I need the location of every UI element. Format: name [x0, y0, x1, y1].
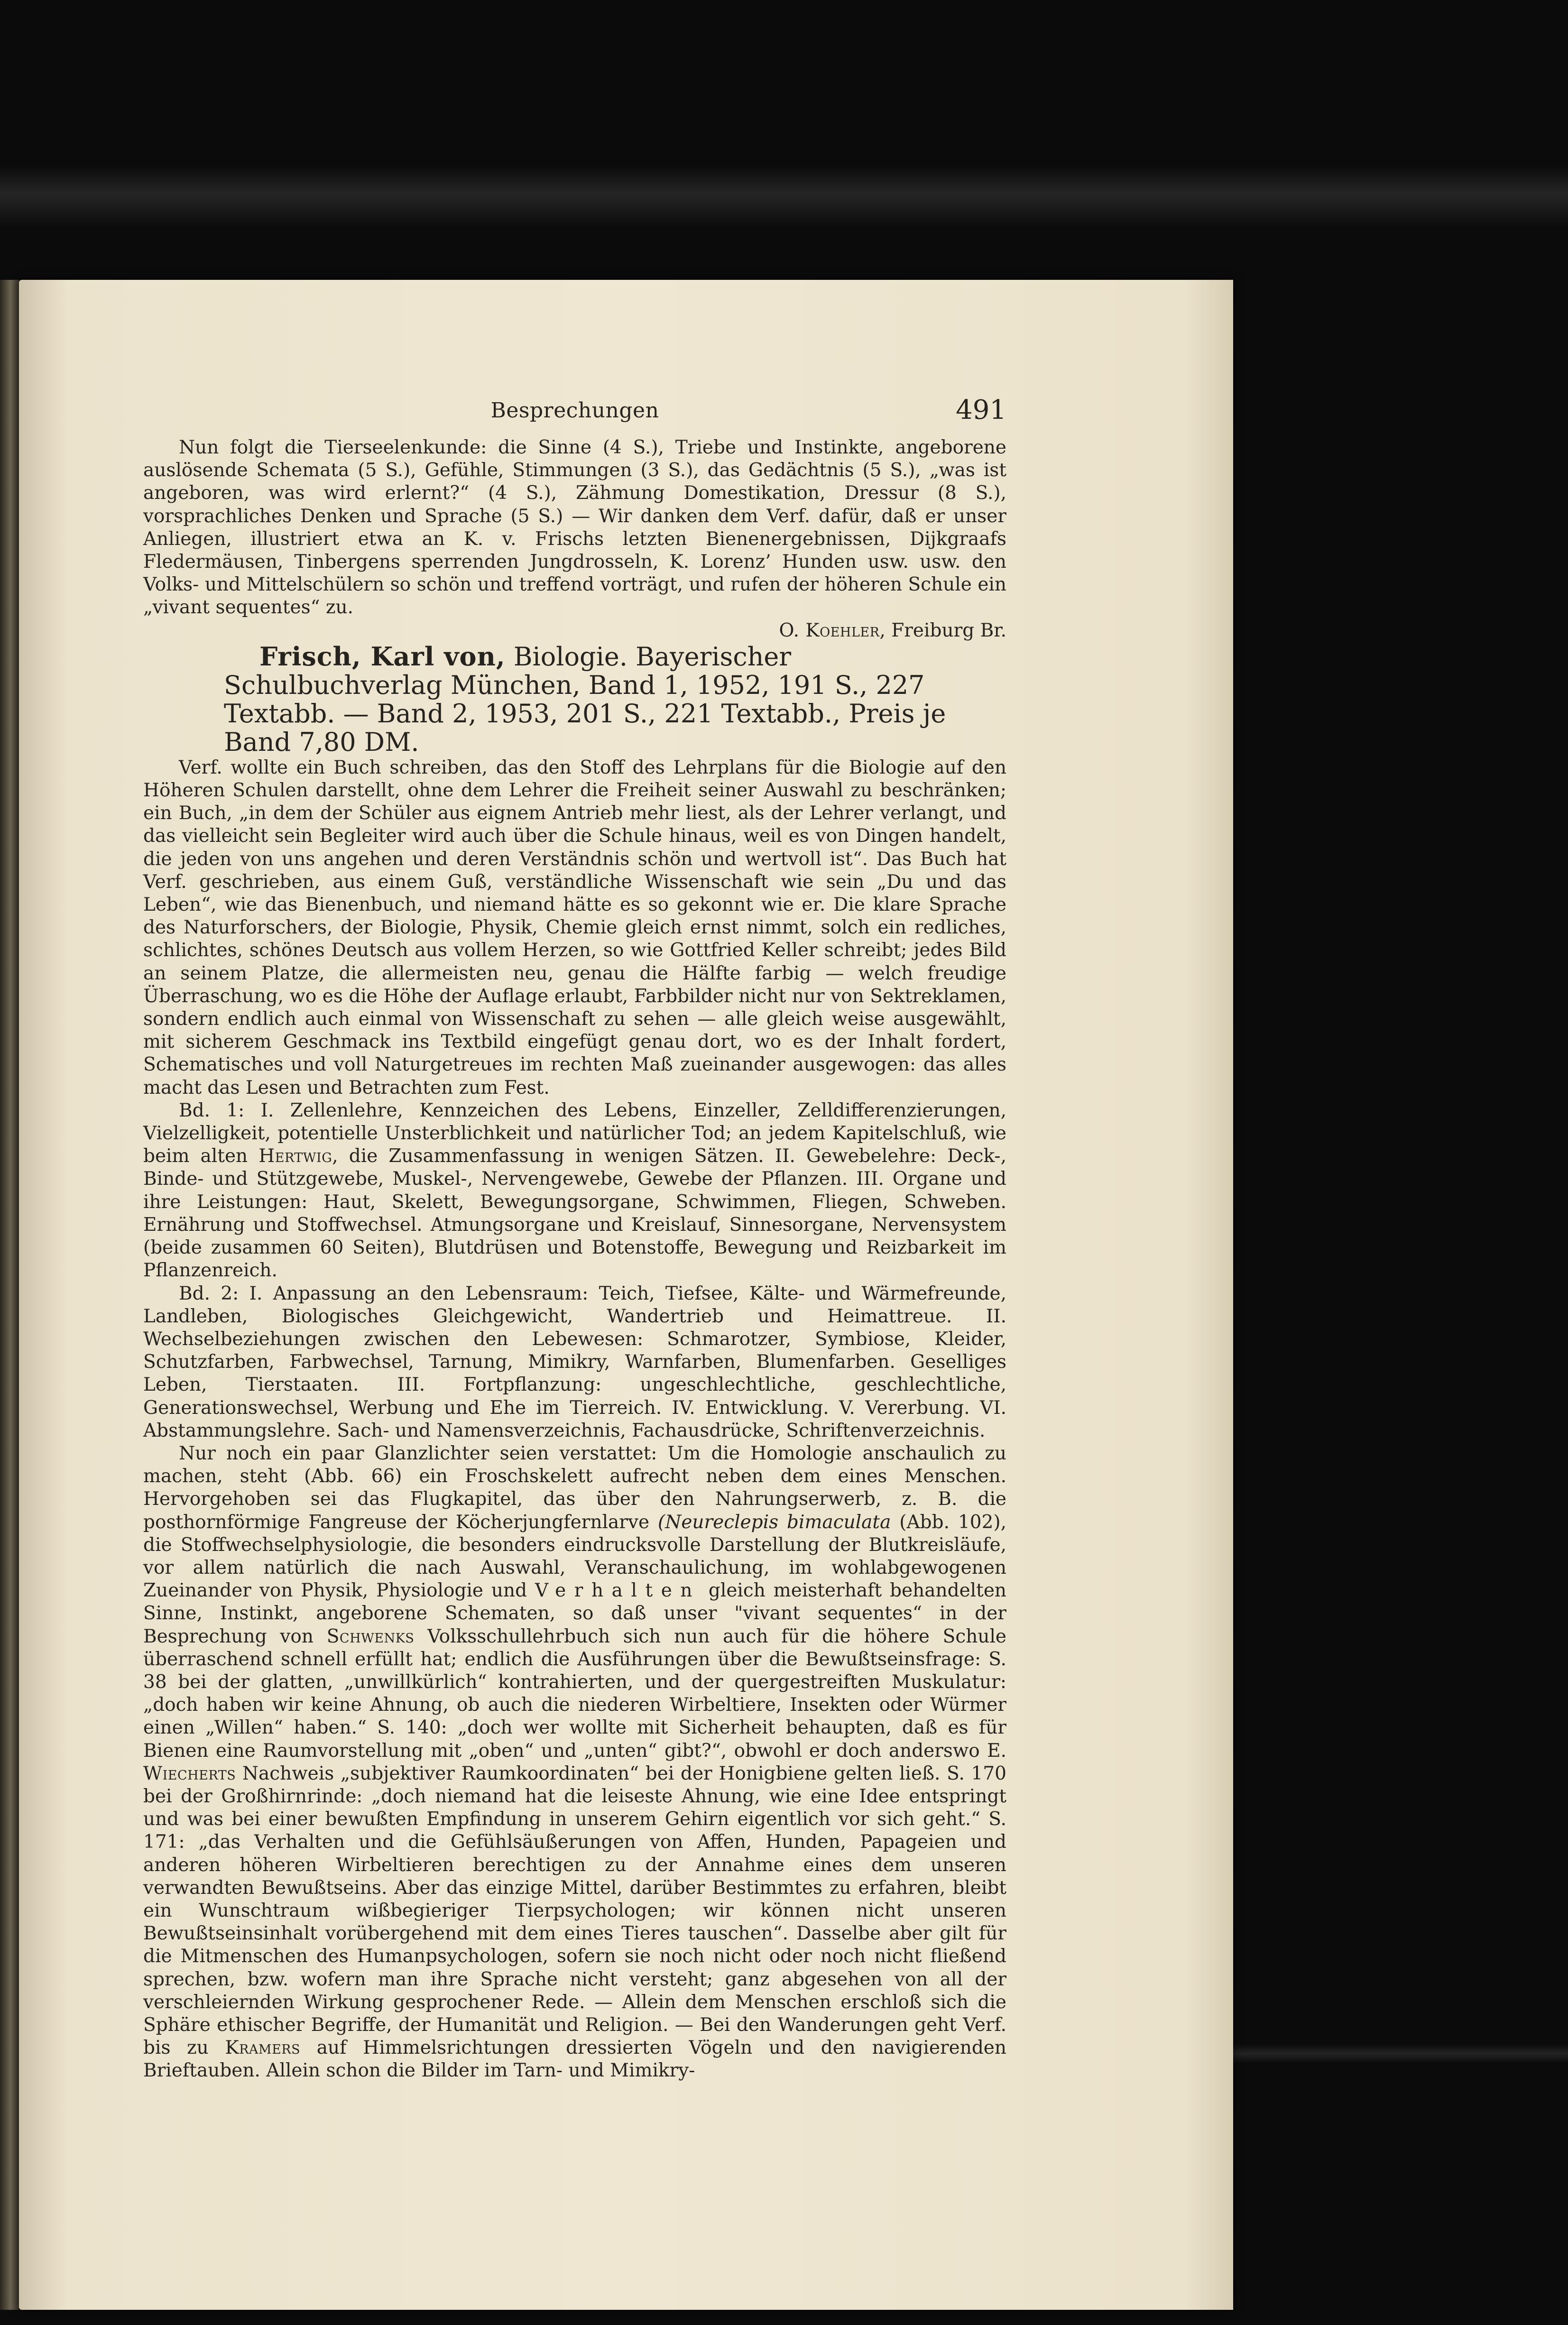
review-paragraph-highlights	[143, 1442, 1006, 2083]
cited-name: Schwenks	[326, 1625, 415, 1647]
text-run: Nachweis „subjektiver Raumkoordinaten“ bei der Honigbiene gelten ließ. S. 170 bei der Großhirnrinde: „doch niemand hat die leiseste Ahnung, wie eine Idee entspringt und was bei einer bewußten Empfindung in unserem Gehirn eigentlich vor sich geht.“ S. 171: „das Verhalten und die Gefühlsäußerungen von Affen, Hunden, Papageien und anderen höheren Wirbeltieren berechtigen zu der Annahme eines dem unseren verwandten Bewußtseins. Aber das einzige Mittel, darüber Bestimmtes zu erfahren, bleibt ein Wunschtraum wißbegieriger Tierpsychologen; wir können nicht unseren Bewußtseinsinhalt vorübergehend mit dem eines Tieres tauschen“. Dasselbe aber gilt für die Mitmenschen des Humanpsychologen, sofern sie noch nicht oder noch nicht fließend sprechen, bzw. wofern man ihre Sprache nicht versteht; ganz abgesehen von all der verschleiernden Wirkung gesprochener Rede. — Allein dem Menschen erschloß sich die Sphäre ethischer Begriffe, der Humanität und Religion. — Bei den Wanderungen geht Verf. bis zu	[143, 1762, 1006, 2059]
book-spine-edge	[0, 280, 19, 2310]
page-number: 491	[956, 395, 1006, 425]
review-bibliography: Biologie. Bayerischer Schulbuchverlag München, Band 1, 1952, 191 S., 227 Textabb. — Band 2, 1953, 201 S., 221 Textabb., Preis je Band 7,80 DM.	[224, 641, 946, 757]
book-page	[19, 280, 1233, 2310]
cited-name: Hertwig	[258, 1145, 332, 1167]
review-paragraph-intro: Verf. wollte ein Buch schreiben, das den Stoff des Lehrplans für die Biologie auf den Höheren Schulen darstellt, ohne dem Lehrer die Freiheit seiner Auswahl zu beschränken; ein Buch, „in dem der Schüler aus eignem Antrieb mehr liest, als der Lehrer verlangt, und das vielleicht sein Begleiter wird auch über die Schule hinaus, weil es von Dingen handelt, die jeden von uns angehen und deren Verständnis schön und wertvoll ist“. Das Buch hat Verf. geschrieben, aus einem Guß, verständliche Wissenschaft wie sein „Du und das Leben“, wie das Bienenbuch, und niemand hätte es so gekonnt wie er. Die klare Sprache des Naturforschers, der Biologie, Physik, Chemie gleich ernst nimmt, solch ein redliches, schlichtes, schönes Deutsch aus vollem Herzen, so wie Gottfried Keller schreibt; jedes Bild an seinem Platze, die allermeisten neu, genau die Hälfte farbig — welch freudige Überraschung, wo es die Höhe der Auflage erlaubt, Farbbilder nicht nur von Sektreklamen, sondern endlich auch einmal von Wissenschaft zu sehen — alle gleich weise ausgewählt, mit sicherem Geschmack ins Textbild eingefügt genau dort, wo es der Inhalt fordert, Schematisches und voll Naturgetreues im rechten Maß zueinander ausgewogen: das alles macht das Lesen und Betrachten zum Fest.	[143, 757, 1006, 1098]
cited-name: Wiecherts	[143, 1762, 236, 1784]
previous-review-paragraph: Nun folgt die Tierseelenkunde: die Sinne (4 S.), Triebe und Instinkte, angeborene auslösende Schemata (5 S.), Gefühle, Stimmungen (3 S.), das Gedächtnis (5 S.), „was ist angeboren, was wird erlernt?“ (4 S.), Zähmung Domestikation, Dressur (8 S.), vorsprachliches Denken und Sprache (5 S.) — Wir danken dem Verf. dafür, daß er unser Anliegen, illustriert etwa an K. v. Frischs letzten Bienenergebnissen, Dijkgraafs Fledermäusen, Tinbergens sperrenden Jungdrosseln, K. Lorenz’ Hunden usw. usw. den Volks- und Mittelschülern so schön und treffend vorträgt, und rufen der höheren Schule ein „vivant sequentes“ zu.	[143, 437, 1006, 618]
text-run: gleich meisterhaft behandelten Sinne, Instinkt, angeborene Schematen, so daß unser "vivant sequentes“ in der Besprechung von	[143, 1580, 1007, 1647]
text-run: Bd. 1: I. Zellenlehre, Kennzeichen des Lebens, Einzeller, Zelldifferenzierungen, Vielzelligkeit, potentielle Unsterblichkeit und natürlicher Tod; an jedem Kapitelschluß, wie beim alten	[143, 1099, 1006, 1167]
reviewer-name: O. Koehler	[779, 619, 880, 641]
species-name: (Neureclepis bimaculata	[658, 1511, 891, 1533]
reviewer-signature	[143, 619, 1006, 642]
text-run: Nur noch ein paar Glanzlichter seien verstattet: Um die Homologie anschaulich zu machen, steht (Abb. 66) ein Froschskelett aufrecht neben dem eines Menschen. Hervorgehoben sei das Flugkapitel, das über den Nahrungserwerb, z. B. die posthornförmige Fangreuse der Köcherjungfernlarve	[143, 1442, 1006, 1533]
scan-streak	[1195, 2044, 1568, 2063]
cited-name: Kramers	[225, 2037, 301, 2059]
review-author: Frisch, Karl von,	[259, 641, 506, 672]
running-title: Besprechungen	[490, 398, 659, 423]
review-paragraph-bd1	[143, 1099, 1006, 1282]
reviewer-place: , Freiburg Br.	[879, 619, 1006, 641]
scan-streak	[0, 166, 1568, 228]
text-run: auf Himmelsrichtungen dressierten Vögeln und den navigierenden Brieftauben. Allein schon die Bilder im Tarn- und Mimikry-	[143, 2037, 1006, 2082]
review-heading	[143, 642, 1006, 757]
text-run: , die Zusammenfassung in wenigen Sätzen. II. Gewebelehre: Deck-, Binde- und Stützgewebe, Muskel-, Nervengewebe, Gewebe der Pflanzen. III. Organe und ihre Leistungen: Haut, Skelett, Bewegungsorgane, Schwimmen, Fliegen, Schweben. Ernährung und Stoffwechsel. Atmungsorgane und Kreislauf, Sinnesorgane, Nervensystem (beide zusammen 60 Seiten), Blutdrüsen und Botenstoffe, Bewegung und Reizbarkeit im Pflanzenreich.	[143, 1145, 1007, 1282]
spaced-emphasis: Verhalten	[535, 1580, 701, 1602]
text-run: (Abb. 102), die Stoffwechselphysiologie, die besonders eindrucksvolle Darstellung der Blutkreisläufe, vor allem natürlich die nach Auswahl, Veranschaulichung, im wohlabgewogenen Zueinander von Physik, Physiologie und	[143, 1511, 1006, 1602]
review-paragraph-bd2: Bd. 2: I. Anpassung an den Lebensraum: Teich, Tiefsee, Kälte- und Wärmefreunde, Landleben, Biologisches Gleichgewicht, Wandertrieb und Heimattreue. II. Wechselbeziehungen zwischen den Lebewesen: Schmarotzer, Symbiose, Kleider, Schutzfarben, Farbwechsel, Tarnung, Mimikry, Warnfarben, Blumenfarben. Geselliges Leben, Tierstaaten. III. Fortpflanzung: ungeschlechtliche, geschlechtliche, Generationswechsel, Werbung und Ehe im Tierreich. IV. Entwicklung. V. Vererbung. VI. Abstammungslehre. Sach- und Namensverzeichnis, Fachausdrücke, Schriftenverzeichnis.	[143, 1282, 1006, 1441]
article-body	[143, 436, 1006, 2083]
running-head	[143, 395, 1006, 432]
text-run: Volksschullehrbuch sich nun auch für die höhere Schule überraschend schnell erfüllt hat; endlich die Ausführungen über die Bewußtseinsfrage: S. 38 bei der glatten, „unwillkürlich“ kontrahierten, und der quergestreiften Muskulatur: „doch haben wir keine Ahnung, ob auch die niederen Wirbeltiere, Insekten oder Würmer einen „Willen“ haben.“ S. 140: „doch wer wollte mit Sicherheit behaupten, daß es für Bienen eine Raumvorstellung mit „oben“ und „unten“ gibt?“, obwohl er doch anderswo E.	[143, 1625, 1006, 1762]
